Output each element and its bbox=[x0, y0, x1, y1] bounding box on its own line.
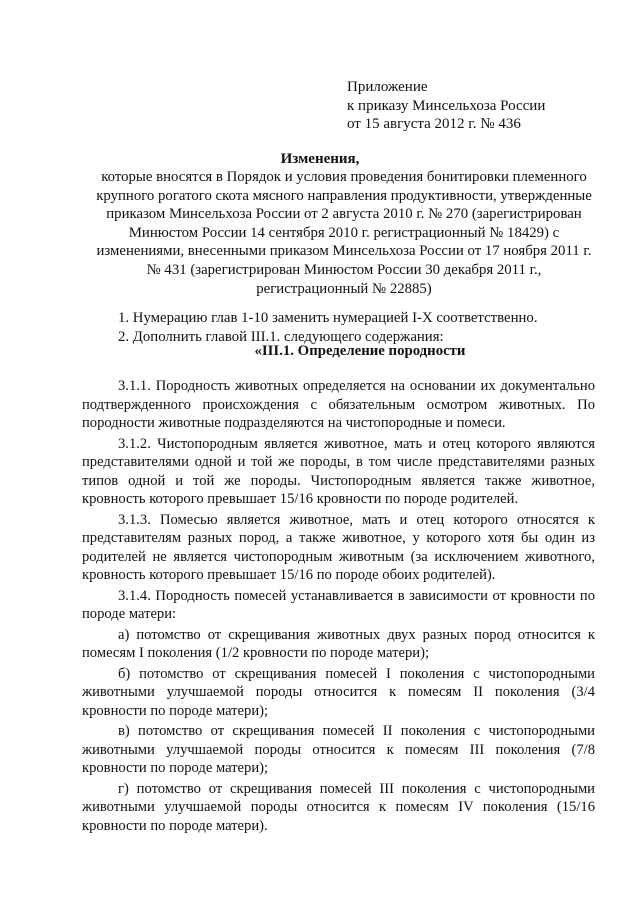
paragraph: а) потомство от скрещивания животных двух разных пород относится к помесям I поколения (1/2 кровности по породе матери); bbox=[82, 626, 595, 661]
subtitle-line: которые вносятся в Порядок и условия проведения бонитировки племенного bbox=[101, 169, 587, 185]
paragraph: 3.1.4. Породность помесей устанавливается в зависимости от кровности по породе матери: bbox=[82, 587, 595, 622]
subtitle-line: № 431 (зарегистрирован Минюстом России 30 декабря 2011 г., bbox=[146, 261, 542, 278]
amendment-item: 2. Дополнить главой III.1. следующего содержания: bbox=[118, 328, 444, 345]
subtitle-line: регистрационный № 22885) bbox=[256, 280, 432, 297]
paragraph: 3.1.1. Породность животных определяется на основании их документально подтвержденного происхождения с обязательным осмотром животных. По породности животные подразделяются на чистопородные и помеси. bbox=[82, 378, 595, 431]
paragraph: 3.1.3. Помесью является животное, мать и отец которого относятся к представителям разных пород, а также животное, у которого хотя бы один из родителей не является чистопородным животным (за исключением животного, кровность которого превышает 15/16 по породе обоих родителей). bbox=[82, 511, 595, 583]
paragraph: в) потомство от скрещивания помесей II поколения с чистопородными животными улучшаемой породы относится к помесям III поколения (7/8 кровности по породе матери); bbox=[82, 723, 595, 776]
approval-block bbox=[347, 78, 545, 134]
document-heading: Изменения, bbox=[280, 151, 360, 167]
amendment-item: 1. Нумерацию глав 1-10 заменить нумерацией I-X соответственно. bbox=[118, 310, 538, 326]
paragraph: 3.1.2. Чистопородным является животное, мать и отец которого являются представителями одной и той же породы, в том числе представителями разных типов одной и той же породы. Чистопородным является также животное, кровность которого превышает 15/16 кровности по породе родителей. bbox=[82, 435, 595, 507]
approval-line-2: к приказу Минсельхоза России bbox=[347, 97, 546, 114]
subtitle-line: изменениями, внесенными приказом Минсельхоза России от 17 ноября 2011 г. bbox=[96, 243, 592, 260]
approval-line-1: Приложение bbox=[347, 79, 428, 95]
amendment-items bbox=[118, 309, 538, 346]
chapter-body bbox=[82, 377, 595, 837]
subtitle-line: приказом Минсельхоза России от 2 августа 2010 г. № 270 (зарегистрирован bbox=[106, 206, 582, 223]
paragraph: г) потомство от скрещивания помесей III поколения с чистопородными животными улучшаемой породы относится к помесям IV поколения (15/16 кровности по породе матери). bbox=[82, 780, 595, 834]
document-subtitle bbox=[95, 168, 593, 298]
paragraph: б) потомство от скрещивания помесей I поколения с чистопородными животными улучшаемой породы относится к помесям II поколения (3/4 кровности по породе матери); bbox=[82, 665, 595, 719]
subtitle-line: крупного рогатого скота мясного направления продуктивности, утвержденные bbox=[96, 187, 592, 204]
chapter-title: «III.1. Определение породности bbox=[254, 343, 466, 359]
approval-line-3: от 15 августа 2012 г. № 436 bbox=[347, 116, 521, 132]
subtitle-line: Минюстом России 14 сентября 2010 г. регистрационный № 18429) с bbox=[128, 224, 560, 241]
